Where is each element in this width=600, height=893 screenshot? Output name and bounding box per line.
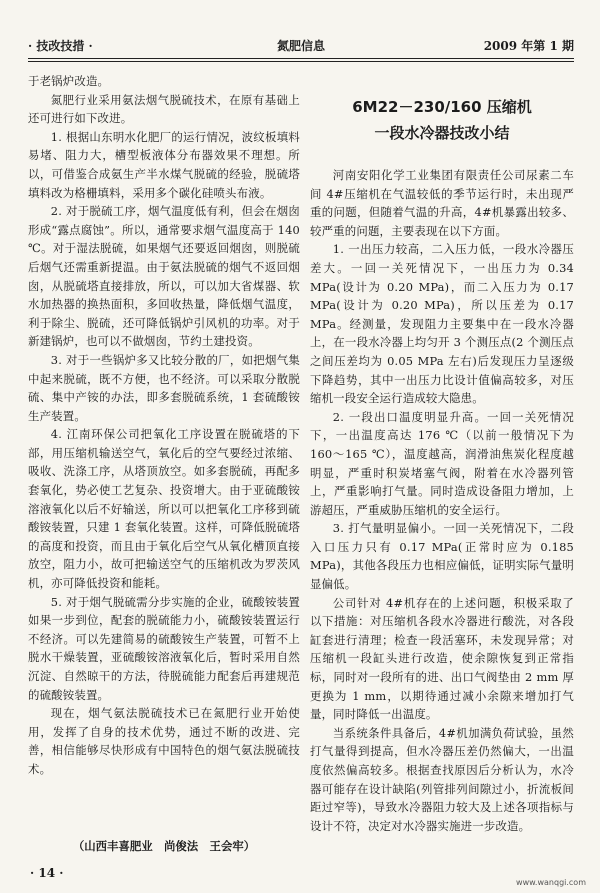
right-column — [310, 72, 574, 835]
article-title-line-2: 一段水冷器技改小结 — [374, 124, 510, 142]
header-issue: 2009 年第 1 期 — [483, 38, 574, 53]
paragraph: 4. 江南环保公司把氧化工序设置在脱硫塔的下部，用压缩机输送空气，氧化后的空气要经过浓缩、吸收、洗涤工序，从塔顶放空。如多套脱硫，再配多套氧化，势必使工艺复杂、投资增大。由于亚硫酸铵溶液氧化以后不好输送，所以可以把氧化工序移到硫酸铵装置，只建 1 套氧化装置。这样，可降低脱硫塔的高度和投资，而且由于氧化后空气从氧化槽顶直接放空，阻力小，故可把输送空气的压缩机改为罗茨风机，亦可降低投资和能耗。 — [28, 427, 300, 591]
paragraph: 2. 对于脱硫工序，烟气温度低有利，但会在烟囱形成“露点腐蚀”。所以，通常要求烟气温度高于 140 ℃。对于湿法脱硫，如果烟气还要返回烟囱，则脱硫后烟气还需重新提温。由于氨法脱硫的烟气不返回烟囱，从脱硫塔直接排放，所以，可以加大省煤器、软水加热器的换热面积，多回收热量，降低烟气温度，利于除尘、脱硫，还可降低锅炉引风机的功率。对于新建锅炉，也可以不做烟囱，节约土建投资。 — [28, 204, 300, 349]
paragraph: 5. 对于烟气脱硫需分步实施的企业，硫酸铵装置如果一步到位，配套的脱硫能力小，硫酸铵装置运行不经济。可以先建简易的硫酸铵生产装置，可暂不上脱水干燥装置，亚硫酸铵溶液氧化后，暂时采用自然沉淀、自然晾干的方法，待脱硫能力配套后再建规范的硫酸铵装置。 — [28, 594, 300, 702]
paragraph: 氮肥行业采用氨法烟气脱硫技术，在原有基础上还可进行如下改进。 — [28, 92, 300, 126]
paragraph: 3. 对于一些锅炉多又比较分散的厂，如把烟气集中起来脱硫，既不方便，也不经济。可以采取分散脱硫、集中产铵的办法，即多套脱硫系统，1 套硫酸铵生产装置。 — [28, 352, 300, 423]
paragraph: 3. 打气量明显偏小。一回一关死情况下，二段入口压力只有 0.17 MPa(正常时应为 0.185 MPa)，其他各段压力也相应偏低，证明实际气量明显偏低。 — [310, 521, 574, 592]
author-credit: （山西丰喜肥业 尚俊法 王会牢） — [72, 839, 256, 853]
header-journal: 氮肥信息 — [276, 38, 325, 53]
paragraph: 当系统条件具备后，4#机加满负荷试验，虽然打气量得到提高，但水冷器压差仍然偏大，一出温度依然偏高较多。根据查找原因后分析认为，水冷器可能存在设计缺陷(列管排列间隙过小，折流板间距过窄等)，导致水冷器阻力较大及上述各项指标与设计不符，决定对水冷器实施进一步改造。 — [310, 725, 574, 833]
watermark: www.wanqgi.com — [516, 878, 586, 887]
paragraph: 现在，烟气氨法脱硫技术已在氮肥行业开始使用，发挥了自身的技术优势，通过不断的改进、完善，相信能够尽快形成有中国特色的烟气氨法脱硫技术。 — [28, 706, 300, 776]
paragraph: 于老锅炉改造。 — [28, 74, 110, 88]
page-header — [28, 34, 574, 56]
paragraph: 2. 一段出口温度明显升高。一回一关死情况下，一出温度高达 176 ℃（以前一般情况下为 160～165 ℃），温度越高，润滑油焦炭化程度越明显，严重时积炭堵塞气阀，附着在水冷器列管上，严重影响打气量。同时造成设备阻力增加，上游超压，严重威胁压缩机的安全运行。 — [310, 409, 574, 517]
article-title — [310, 94, 574, 146]
paragraph: 公司针对 4#机存在的上述问题，积极采取了以下措施：对压缩机各段水冷器进行酸洗，对各段缸套进行清理；检查一段活塞环，未发现异常；对压缩机一段缸头进行改造，使余隙恢复到正常指标，同时对一段所有的进、出口气阀垫由 2 mm 厚更换为 1 mm，以期待通过减小余隙来增加打气量，同时降低一出温度。 — [310, 595, 574, 722]
article-title-line-1: 6M22－230/160 压缩机 — [352, 98, 532, 116]
header-rule — [28, 58, 574, 59]
paragraph: 1. 根据山东明水化肥厂的运行情况，波纹板填料易堵、阻力大，槽型板液体分布器效果不理想。所以，可借鉴合成氨生产半水煤气脱硫的经验，脱硫塔填料改为格栅填料，采用多个碳化硅喷头布液。 — [28, 129, 300, 200]
header-rule-thin — [28, 61, 574, 62]
left-column — [28, 72, 300, 779]
page-number: · 14 · — [30, 866, 64, 880]
header-section: · 技改技措 · — [28, 38, 93, 53]
paragraph: 1. 一出压力较高，二入压力低，一段水冷器压差大。一回一关死情况下，一出压力为 0.34 MPa(设计为 0.20 MPa)，而二入压力为 0.17 MPa(设计为 0.20 MPa)，所以压差为 0.17 MPa。经测量，发现阻力主要集中在一段水冷器上，在一段水冷器上均匀开 3 个测压点(2 个测压点之间压差均为 0.05 MPa 左右)后发现压力呈逐级下降趋势，其中一出压力比设计值偏高较多，对压缩机一段安全运行造成较大隐患。 — [310, 242, 574, 406]
paragraph: 河南安阳化学工业集团有限责任公司尿素二车间 4#压缩机在气温较低的季节运行时，未出现严重的问题，但随着气温的升高，4#机暴露出较多、较严重的问题，主要表现在以下方面。 — [310, 168, 574, 238]
